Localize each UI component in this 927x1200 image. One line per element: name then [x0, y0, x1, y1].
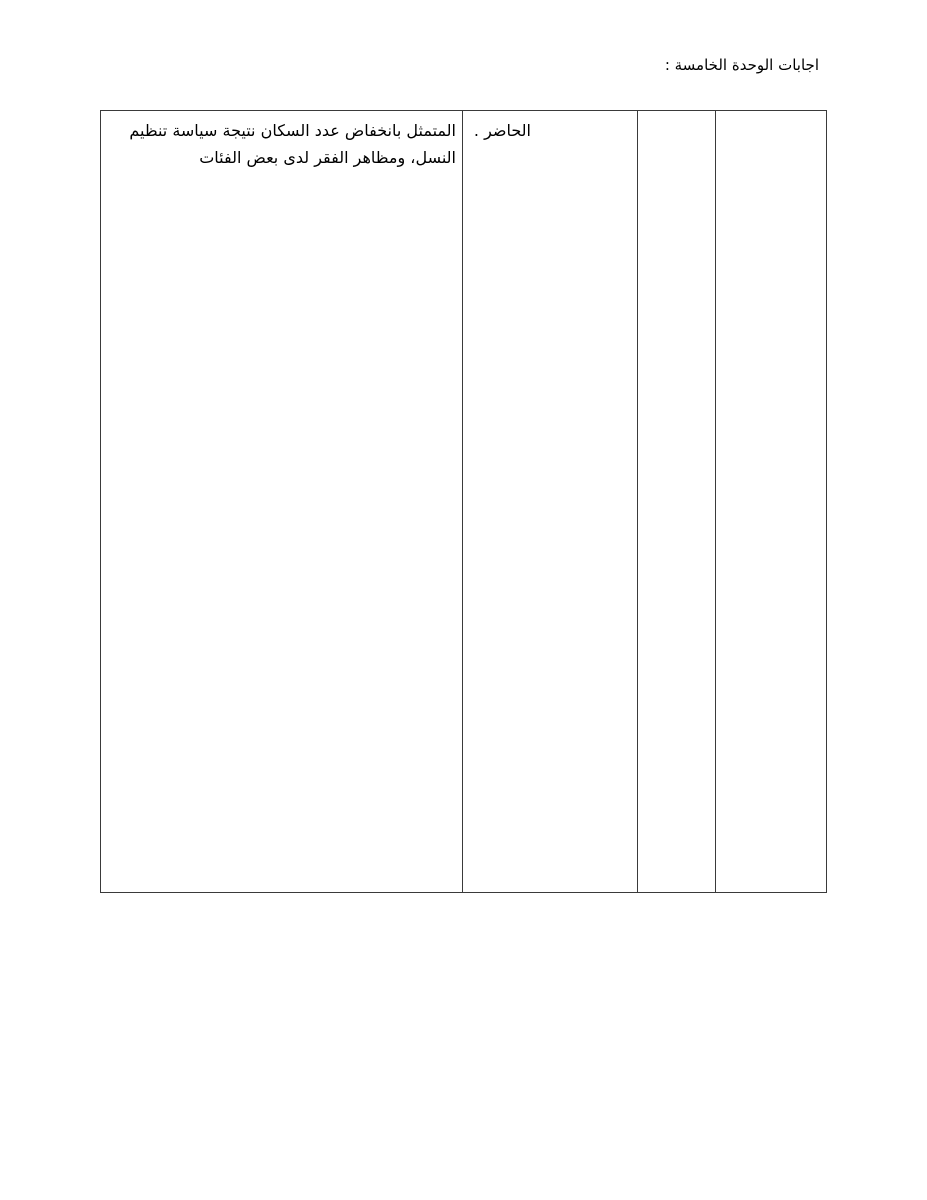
- page-heading: اجابات الوحدة الخامسة :: [664, 56, 819, 74]
- table-cell-term: [463, 111, 638, 893]
- cell-term-text: الحاضر .: [473, 121, 531, 140]
- table-cell-empty-1: [638, 111, 716, 893]
- table-cell-description: [101, 111, 463, 893]
- table-row: [101, 111, 827, 893]
- table-cell-empty-2: [716, 111, 827, 893]
- answers-table: [100, 110, 827, 893]
- cell-empty-text-2: [716, 111, 826, 117]
- cell-description-text: المتمثل بانخفاض عدد السكان نتيجة سياسة تنظيم النسل، ومظاهر الفقر لدى بعض الفئات: [129, 121, 456, 167]
- cell-empty-text-1: [638, 111, 715, 117]
